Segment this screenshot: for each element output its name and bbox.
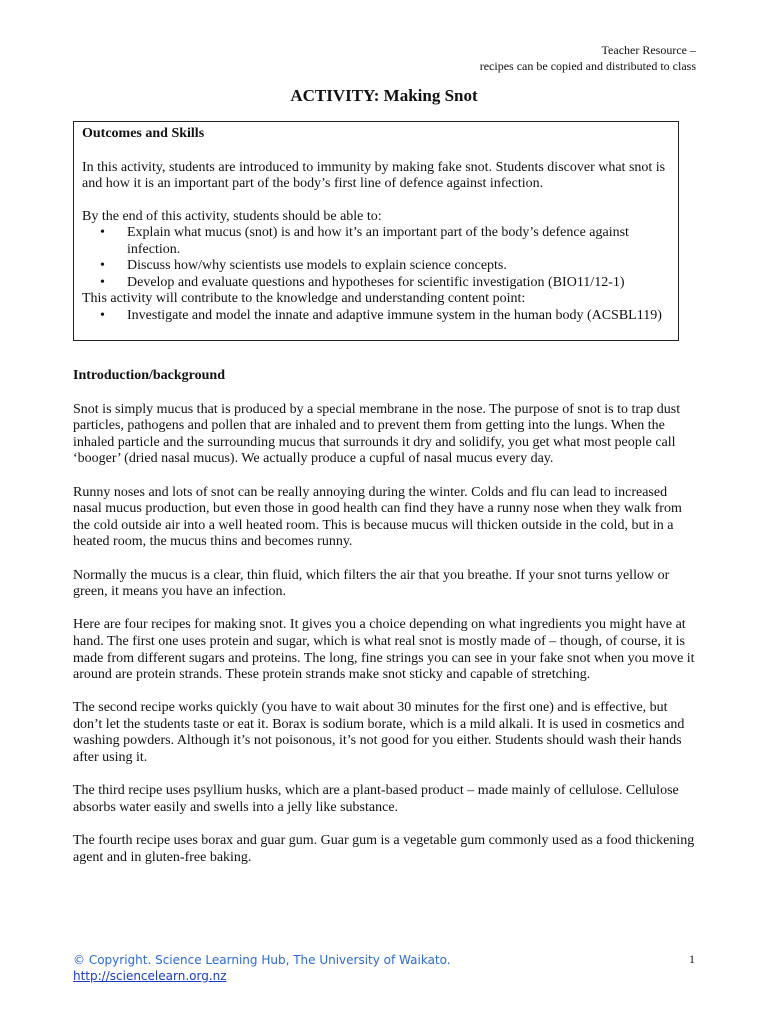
bullet-glyph: • — [100, 258, 105, 273]
outcomes-list-item — [82, 275, 670, 292]
body-paragraph: Snot is simply mucus that is produced by a special membrane in the nose. The purpose of snot is to trap dust particles, pathogens and pollen that are inhaled and to prevent them from getting into the lungs. When the inhaled particle and the surrounding mucus that surrounds it dry and solidify, you get what most people call ‘booger’ (dried nasal mucus). We actually produce a cupful of nasal mucus every day. — [73, 401, 681, 467]
header-line-1: Teacher Resource – — [601, 43, 696, 57]
introduction-section — [73, 368, 698, 883]
body-paragraph: Here are four recipes for making snot. It gives you a choice depending on what ingredients you might have at hand. The first one uses protein and sugar, which is what real snot is mostly made of – though, of course, it is made from different sugars and proteins. The long, fine strings you can see in your fake snot when you move it around are protein strands. These protein strands make snot sticky and capable of stretching. — [73, 617, 695, 683]
copyright-text: © Copyright. Science Learning Hub, The University of Waikato. — [73, 953, 451, 967]
page-header — [480, 42, 696, 74]
outcomes-list-item — [82, 258, 670, 275]
body-paragraph: The third recipe uses psyllium husks, which are a plant-based product – made mainly of cellulose. Cellulose absorbs water easily and swells into a jelly like substance. — [73, 783, 679, 815]
outcomes-box — [73, 121, 679, 341]
introduction-heading: Introduction/background — [73, 368, 225, 383]
outcomes-list-item — [82, 225, 670, 258]
outcomes-intro: In this activity, students are introduced to immunity by making fake snot. Students discover what snot is and how it is an important part of the body’s first line of defence against infection. — [82, 159, 666, 191]
outcome-text: Explain what mucus (snot) is and how it’s an important part of the body’s defence against infection. — [127, 225, 629, 257]
content-point-item — [82, 308, 670, 325]
sciencelearn-link[interactable]: http://sciencelearn.org.nz — [73, 969, 227, 983]
header-line-2: recipes can be copied and distributed to class — [479, 59, 696, 73]
body-paragraph: Runny noses and lots of snot can be really annoying during the winter. Colds and flu can lead to increased nasal mucus production, but even those in good health can find they have a runny nose when they walk from the cold outside air into a well heated room. This is because mucus will thicken outside in the cold, but in a heated room, the mucus thins and becomes runny. — [73, 484, 682, 550]
page-footer — [73, 952, 451, 984]
body-paragraph: The fourth recipe uses borax and guar gum. Guar gum is a vegetable gum commonly used as a food thickening agent and in gluten-free baking. — [73, 833, 695, 865]
body-paragraph: The second recipe works quickly (you have to wait about 30 minutes for the first one) and is effective, but don’t let the students taste or eat it. Borax is sodium borate, which is a mild alkali. It is used in cosmetics and washing powders. Although it’s not poisonous, it’s not good for you either. Students should wash their hands after using it. — [73, 700, 685, 766]
outcomes-contribution: This activity will contribute to the knowledge and understanding content point: — [82, 291, 526, 306]
content-point-text: Investigate and model the innate and adaptive immune system in the human body (ACSBL119) — [127, 307, 662, 323]
outcomes-list — [82, 225, 670, 291]
body-paragraph: Normally the mucus is a clear, thin fluid, which filters the air that you breathe. If your snot turns yellow or green, it means you have an infection. — [73, 567, 670, 600]
bullet-glyph: • — [100, 225, 105, 240]
bullet-glyph: • — [100, 274, 105, 290]
outcomes-lead: By the end of this activity, students should be able to: — [82, 208, 382, 224]
content-point-list — [82, 308, 670, 325]
outcome-text: Discuss how/why scientists use models to explain science concepts. — [127, 258, 507, 273]
outcomes-heading: Outcomes and Skills — [82, 126, 205, 141]
bullet-glyph: • — [100, 307, 105, 323]
outcome-text: Develop and evaluate questions and hypotheses for scientific investigation (BIO11/12-1) — [127, 274, 625, 290]
page-number: 1 — [689, 952, 695, 966]
page-title: ACTIVITY: Making Snot — [290, 86, 478, 105]
